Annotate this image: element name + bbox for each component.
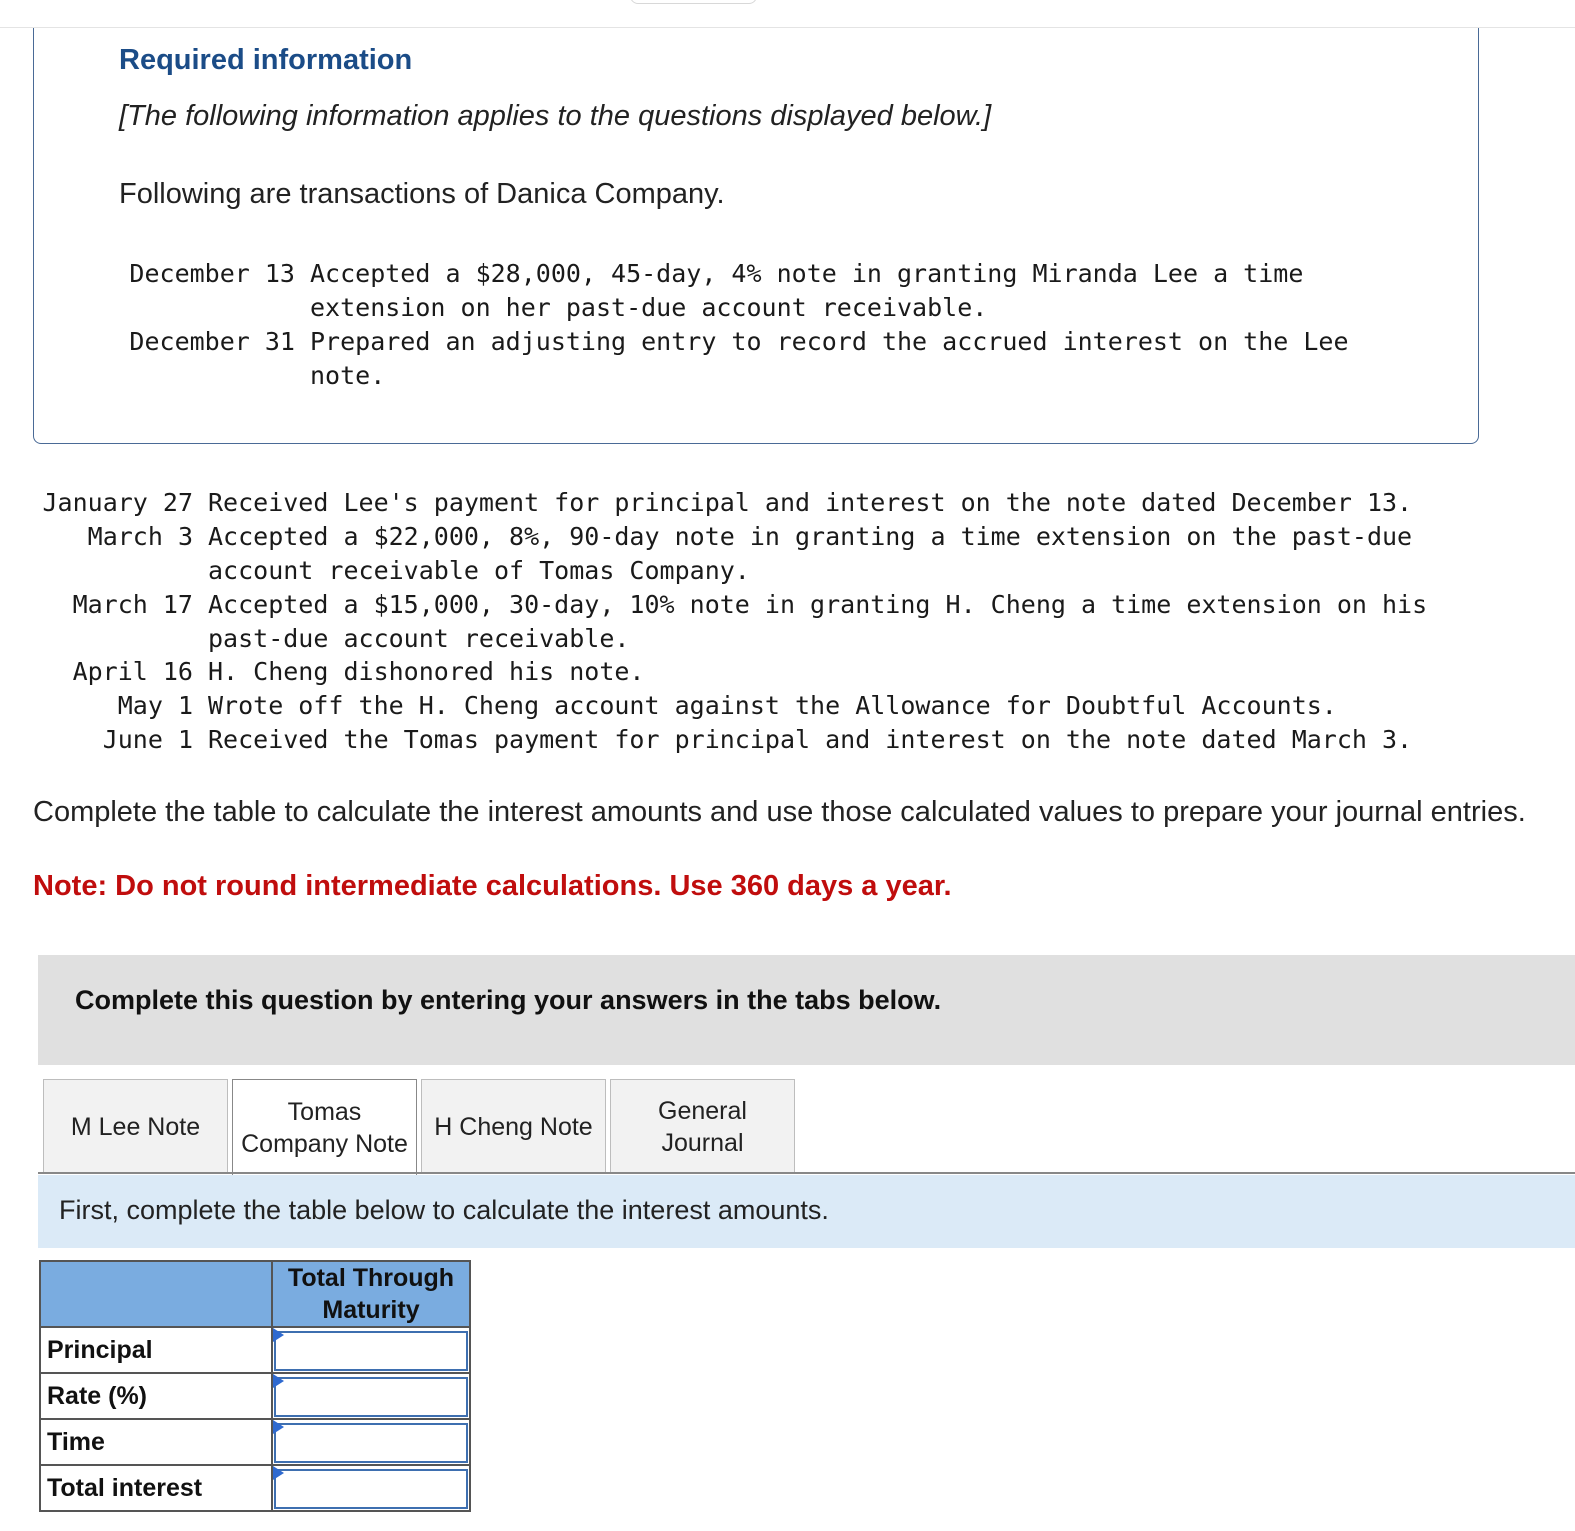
table-row bbox=[40, 1373, 470, 1419]
transaction-date: May 1 bbox=[117, 691, 193, 720]
info-transaction-row bbox=[119, 257, 1419, 325]
time-cell bbox=[272, 1419, 470, 1465]
tab-label: General Journal bbox=[658, 1096, 747, 1157]
top-scroll-handle[interactable] bbox=[630, 0, 757, 4]
tab-label: M Lee Note bbox=[70, 1112, 201, 1141]
transaction-text: Prepared an adjusting entry to record the accrued interest on the Lee note. bbox=[310, 327, 1349, 390]
tab-general-journal[interactable] bbox=[610, 1079, 795, 1173]
tabs-divider bbox=[38, 1172, 1575, 1174]
table-row bbox=[40, 1465, 470, 1511]
row-label-principal: Principal bbox=[40, 1327, 272, 1373]
row-label-rate: Rate (%) bbox=[40, 1373, 272, 1419]
transaction-date: January 27 bbox=[42, 488, 193, 517]
total-interest-input[interactable] bbox=[274, 1469, 468, 1509]
rate-input[interactable] bbox=[274, 1377, 468, 1417]
header-total-through-maturity: Total Through Maturity bbox=[272, 1261, 470, 1327]
input-indicator-icon bbox=[273, 1420, 284, 1434]
tab-m-lee-note[interactable] bbox=[43, 1079, 228, 1173]
rate-cell bbox=[272, 1373, 470, 1419]
tab-instruction-bar bbox=[38, 1175, 1575, 1248]
banner-text: Complete this question by entering your answers in the tabs below. bbox=[75, 985, 942, 1015]
tab-label: H Cheng Note bbox=[434, 1112, 593, 1141]
transaction-text: Received Lee's payment for principal and interest on the note dated December 13. bbox=[208, 488, 1413, 517]
interest-calculation-table bbox=[39, 1260, 471, 1512]
row-label-total-interest: Total interest bbox=[40, 1465, 272, 1511]
required-info-title: Required information bbox=[119, 44, 413, 76]
table-row bbox=[40, 1419, 470, 1465]
row-label-time: Time bbox=[40, 1419, 272, 1465]
principal-cell bbox=[272, 1327, 470, 1373]
input-indicator-icon bbox=[273, 1374, 284, 1388]
transaction-text: Wrote off the H. Cheng account against the Allowance for Doubtful Accounts. bbox=[208, 691, 1337, 720]
tab-h-cheng-note[interactable] bbox=[421, 1079, 606, 1173]
total-interest-cell bbox=[272, 1465, 470, 1511]
info-transaction-row bbox=[119, 325, 1419, 393]
input-indicator-icon bbox=[273, 1466, 284, 1480]
transaction-date: December 31 bbox=[129, 327, 295, 356]
transaction-date: March 17 bbox=[72, 590, 193, 619]
tab-label: Tomas Company Note bbox=[241, 1097, 408, 1158]
rounding-note: Note: Do not round intermediate calculations. Use 360 days a year. bbox=[33, 870, 952, 902]
principal-input[interactable] bbox=[274, 1331, 468, 1371]
instruction-text: Complete the table to calculate the interest amounts and use those calculated values to prepare your journal entries. bbox=[33, 796, 1526, 828]
transaction-text: Accepted a $15,000, 30-day, 10% note in granting H. Cheng a time extension on his past-due account receivable. bbox=[208, 590, 1428, 653]
applies-note: [The following information applies to the questions displayed below.] bbox=[119, 100, 992, 132]
header-blank-cell bbox=[40, 1261, 272, 1327]
intro-text: Following are transactions of Danica Company. bbox=[119, 178, 725, 210]
transaction-row bbox=[33, 520, 1553, 588]
transaction-text: Accepted a $28,000, 45-day, 4% note in granting Miranda Lee a time extension on her past-due account receivable. bbox=[310, 259, 1304, 322]
transaction-date: March 3 bbox=[87, 522, 193, 551]
question-banner bbox=[38, 955, 1575, 1065]
transaction-text: Accepted a $22,000, 8%, 90-day note in granting a time extension on the past-due account receivable of Tomas Company. bbox=[208, 522, 1413, 585]
transaction-text: Received the Tomas payment for principal and interest on the note dated March 3. bbox=[208, 725, 1413, 754]
transaction-date: April 16 bbox=[72, 657, 193, 686]
transaction-row bbox=[33, 486, 1553, 520]
input-indicator-icon bbox=[273, 1328, 284, 1342]
transaction-date: June 1 bbox=[102, 725, 193, 754]
transaction-row bbox=[33, 588, 1553, 656]
table-header-row bbox=[40, 1261, 470, 1327]
transaction-text: H. Cheng dishonored his note. bbox=[208, 657, 645, 686]
transaction-date: December 13 bbox=[129, 259, 295, 288]
transaction-row bbox=[33, 655, 1553, 689]
time-input[interactable] bbox=[274, 1423, 468, 1463]
table-row bbox=[40, 1327, 470, 1373]
tab-instruction-text: First, complete the table below to calculate the interest amounts. bbox=[59, 1195, 829, 1225]
tab-tomas-company-note[interactable] bbox=[232, 1079, 417, 1175]
transaction-row bbox=[33, 723, 1553, 757]
transaction-row bbox=[33, 689, 1553, 723]
